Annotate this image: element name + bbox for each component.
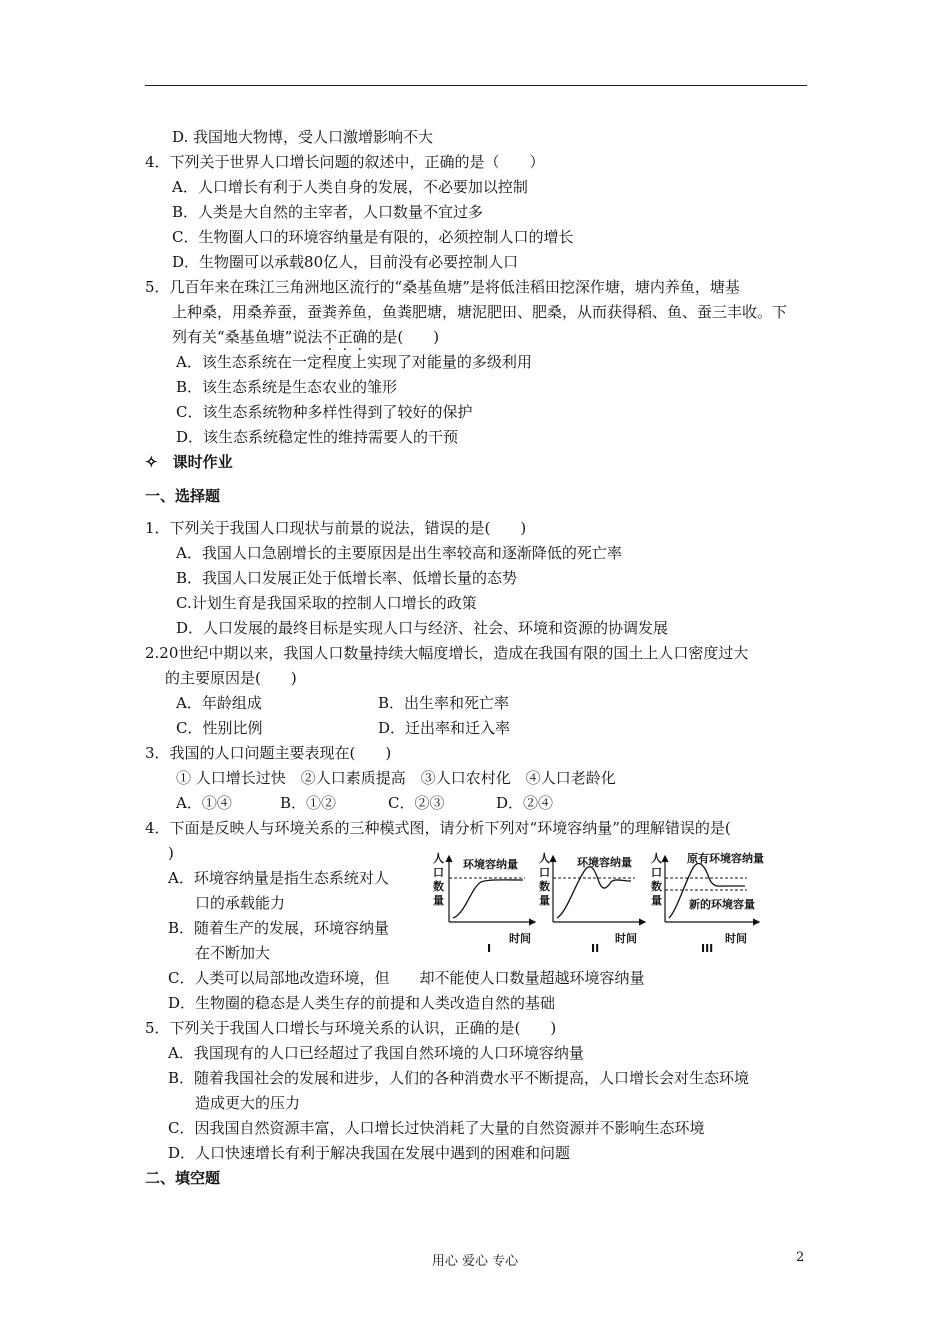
graph-2-curve (557, 867, 631, 918)
graph-1-curve (453, 880, 523, 918)
hw-q4-option-c: C．人类可以局部地改造环境，但 却不能使人口数量超越环境容纳量 (168, 969, 645, 987)
graph-3-number: III (701, 942, 714, 955)
graph-3-xlabel: 时间 (725, 932, 747, 945)
prev-q5-option-a: A．该生态系统在一定程度上实现了对能量的多级利用 (176, 353, 532, 371)
hw-q2-stem-line1: 2.20世纪中期以来，我国人口数量持续大幅度增长，造成在我国有限的国土上人口密度过大 (145, 644, 749, 662)
hw-q5-option-d: D．人口快速增长有利于解决我国在发展中遇到的困难和问题 (168, 1144, 571, 1162)
graph-1-number: I (487, 942, 492, 955)
prev-q4-option-b: B．人类是大自然的主宰者，人口数量不宜过多 (172, 203, 484, 221)
graph-2-ylabel-2: 口 (539, 866, 550, 879)
graph-1-ylabel-1: 人 (433, 852, 444, 865)
graph-1-label: 环境容纳量 (463, 858, 518, 871)
hw-q4-stem-line1: 4．下面是反映人与环境关系的三种模式图，请分析下列对“环境容纳量”的理解错误的是( (145, 819, 731, 837)
hw-q3-option-d: D．②④ (496, 794, 554, 812)
prev-q5-option-d: D．该生态系统稳定性的维持需要人的干预 (176, 428, 459, 446)
graph-2-number: II (591, 942, 600, 955)
footer-motto: 用心 爱心 专心 (431, 1254, 519, 1269)
section-choice-heading: 一、选择题 (145, 487, 221, 505)
graph-2-label: 环境容纳量 (577, 856, 632, 869)
hw-q3-items: ① 人口增长过快 ②人口素质提高 ③人口农村化 ④人口老龄化 (176, 769, 616, 787)
graph-2 (539, 852, 645, 955)
graph-2-ylabel-1: 人 (539, 852, 550, 865)
emphasis-char: 确 (352, 328, 368, 346)
graph-2-xlabel: 时间 (615, 932, 637, 945)
hw-q5-stem: 5．下列关于我国人口增长与环境关系的认识，正确的是( ) (145, 1019, 557, 1037)
hw-q1-option-a: A．我国人口急剧增长的主要原因是出生率较高和逐渐降低的死亡率 (176, 544, 622, 562)
section-fill-heading: 二、填空题 (145, 1169, 221, 1187)
hw-q5-option-b-line2: 造成更大的压力 (195, 1094, 301, 1112)
hw-q2-stem-line2: 的主要原因是( ) (165, 669, 297, 687)
hw-q4-option-b-line2: 在不断加大 (195, 944, 271, 962)
page-number: 2 (796, 1250, 805, 1265)
hw-q5-option-c: C．因我国自然资源丰富，人口增长过快消耗了大量的自然资源并不影响生态环境 (168, 1119, 705, 1137)
hw-q4-stem-line2: ) (168, 844, 174, 862)
prev-q5-stem-text: 列有关“桑基鱼塘”说法 (172, 328, 323, 346)
hw-q3-option-b: B．①② (280, 794, 337, 812)
population-capacity-figure (425, 848, 785, 958)
hw-q4-option-a-line1: A．环境容纳量是指生态系统对人 (168, 869, 389, 887)
hw-q3-option-c: C．②③ (388, 794, 445, 812)
prev-q4-option-d: D．生物圈可以承载80亿人，目前没有必要控制人口 (172, 253, 519, 271)
header-rule (145, 85, 807, 86)
hw-q2-option-d: D．迁出率和迁入率 (378, 719, 511, 737)
hw-q1-option-c: C.计划生育是我国采取的控制人口增长的政策 (176, 594, 477, 612)
graph-3-label-bottom: 新的环境容量 (689, 898, 755, 911)
hw-q4-option-b-line1: B．随着生产的发展，环境容纳量 (168, 919, 390, 937)
prev-q5-stem-line1: 5．几百年来在珠江三角洲地区流行的“桑基鱼塘”是将低洼稻田挖深作塘，塘内养鱼，塘基 (145, 278, 740, 296)
prev-q4-stem: 4．下列关于世界人口增长问题的叙述中，正确的是（ ） (145, 153, 545, 171)
graph-1-ylabel-2: 口 (433, 866, 444, 879)
section-homework-heading: ✧ 课时作业 (145, 453, 233, 471)
emphasis-char: 正 (337, 328, 353, 346)
hw-q4-option-a-line2: 口的承载能力 (195, 894, 286, 912)
emphasis-char: 不 (322, 328, 338, 346)
prev-q5-stem-line2: 上种桑，用桑养蚕，蚕粪养鱼，鱼粪肥塘，塘泥肥田、肥桑，从而获得稻、鱼、蚕三丰收。下 (172, 303, 788, 321)
hw-q4-option-d: D．生物圈的稳态是人类生存的前提和人类改造自然的基础 (168, 994, 556, 1012)
hw-q3-stem: 3．我国的人口问题主要表现在( ) (145, 744, 392, 762)
prev-q5-stem-tail: 的是( ) (367, 328, 440, 346)
prev-q3-option-d: D. 我国地大物博，受人口激增影响不大 (172, 128, 434, 146)
graph-1-ylabel-3: 数 (433, 880, 444, 893)
prev-q4-option-a: A．人口增长有利于人类自身的发展，不必要加以控制 (172, 178, 528, 196)
graph-1 (433, 852, 535, 955)
graph-3-ylabel-2: 口 (651, 866, 662, 879)
graph-3-label-top: 原有环境容纳量 (687, 852, 764, 865)
prev-q5-stem-line3 (172, 327, 439, 347)
hw-q2-option-a: A．年龄组成 (176, 694, 262, 712)
hw-q1-option-b: B．我国人口发展正处于低增长率、低增长量的态势 (176, 569, 518, 587)
hw-q1-stem: 1．下列关于我国人口现状与前景的说法，错误的是( ) (145, 519, 527, 537)
hw-q1-option-d: D．人口发展的最终目标是实现人口与经济、社会、环境和资源的协调发展 (176, 619, 669, 637)
hw-q3-option-a: A．①④ (176, 794, 232, 812)
graph-2-ylabel-3: 数 (539, 880, 550, 893)
hw-q2-option-b: B．出生率和死亡率 (378, 694, 510, 712)
hw-q5-option-b-line1: B．随着我国社会的发展和进步，人们的各种消费水平不断提高，人口增长会对生态环境 (168, 1069, 750, 1087)
graph-3-ylabel-4: 量 (651, 894, 662, 907)
hw-q2-option-c: C．性别比例 (176, 719, 263, 737)
prev-q5-option-c: C．该生态系统物种多样性得到了较好的保护 (176, 403, 473, 421)
graph-3-ylabel-3: 数 (651, 880, 662, 893)
graph-1-xlabel: 时间 (509, 932, 531, 945)
prev-q4-option-c: C．生物圈人口的环境容纳量是有限的，必须控制人口的增长 (172, 228, 574, 246)
graph-1-ylabel-4: 量 (433, 894, 444, 907)
graph-3-ylabel-1: 人 (651, 852, 662, 865)
prev-q5-option-b: B．该生态系统是生态农业的雏形 (176, 378, 398, 396)
graph-2-ylabel-4: 量 (539, 894, 550, 907)
graph-3 (651, 851, 764, 955)
hw-q5-option-a: A．我国现有的人口已经超过了我国自然环境的人口环境容纳量 (168, 1044, 584, 1062)
